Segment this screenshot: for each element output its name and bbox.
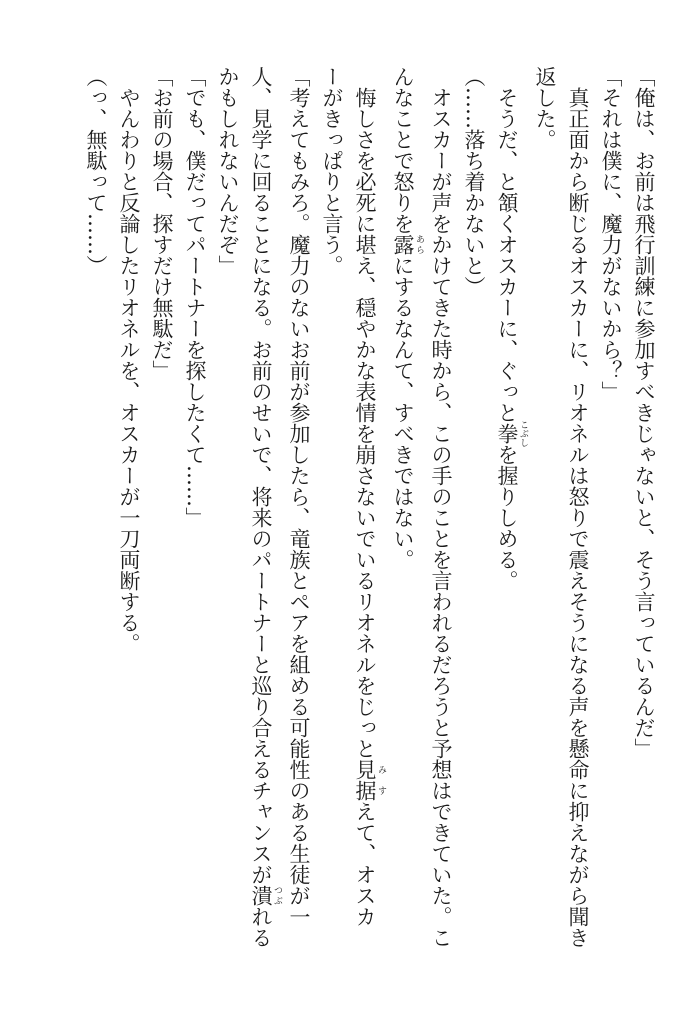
ruby-reading: こぶし [518, 420, 528, 447]
text-line: やんわりと反論したリオネルを、オスカーが一刀両断する。 [117, 66, 141, 654]
ruby-reading: あら [414, 234, 424, 255]
ruby-base: 拳 [495, 420, 519, 447]
text-line: 返した。 [533, 66, 557, 150]
ruby-tsubu [249, 885, 282, 906]
text-line: （っ、無駄って……） [84, 66, 108, 276]
text-line: オスカーが声をかけてきた時から、この手のことを言われるだろうと予想はできていた。こ [429, 66, 453, 948]
text-line [348, 66, 386, 966]
ruby-reading: みす [376, 759, 386, 801]
text-line: 「それは僕に、魔力がないから？」 [599, 66, 623, 402]
text-line: 「考えてもみろ。魔力のないお前が参加したら、竜族とペアを組める可能性のある生徒が一 [287, 66, 311, 927]
text-line: 「でも、僕だってパートナーを探したくて……」 [183, 66, 207, 528]
text-segment: れる [249, 906, 273, 948]
text-line [244, 66, 282, 966]
text-line [386, 66, 424, 966]
ruby-reading: つぶ [272, 885, 282, 906]
ruby-base: 露 [391, 234, 415, 255]
text-segment: んなことで怒りを [391, 66, 415, 234]
text-line: ーがきっぱりと言う。 [320, 66, 344, 276]
text-segment: 悔しさを必死に堪え、穏やかな表情を崩さないでいるリオネルをじっと [353, 66, 377, 759]
text-segment: 人、見学に回ることになる。お前のせいで、将来のパートナーと巡り合えるチャンスが [249, 66, 273, 885]
text-segment: を握りしめる。 [495, 444, 519, 591]
text-line: 真正面から断じるオスカーに、リオネルは怒りで震えそうになる声を懸命に抑えながら聞き [566, 66, 590, 948]
ruby-base: 潰 [249, 885, 273, 906]
text-line: かもしれないんだぞ」 [216, 66, 240, 276]
vertical-text-body [79, 66, 660, 966]
ruby-base: 見据 [353, 759, 377, 801]
text-line: 「俺は、お前は飛行訓練に参加すべきじゃないと、そう言っているんだ」 [632, 66, 656, 759]
text-segment: えて、オスカ [353, 801, 377, 927]
text-segment: にするなんて、すべきではない。 [391, 255, 415, 570]
text-line: 「お前の場合、探すだけ無駄だ」 [150, 66, 174, 381]
ruby-misue [353, 759, 386, 801]
ruby-arawa [391, 234, 424, 255]
text-line [490, 66, 528, 966]
text-segment: そうだ、と頷くオスカーに、ぐっと [495, 66, 519, 423]
text-line: （……落ち着かないと） [462, 66, 486, 297]
ruby-kobushi [495, 420, 528, 447]
